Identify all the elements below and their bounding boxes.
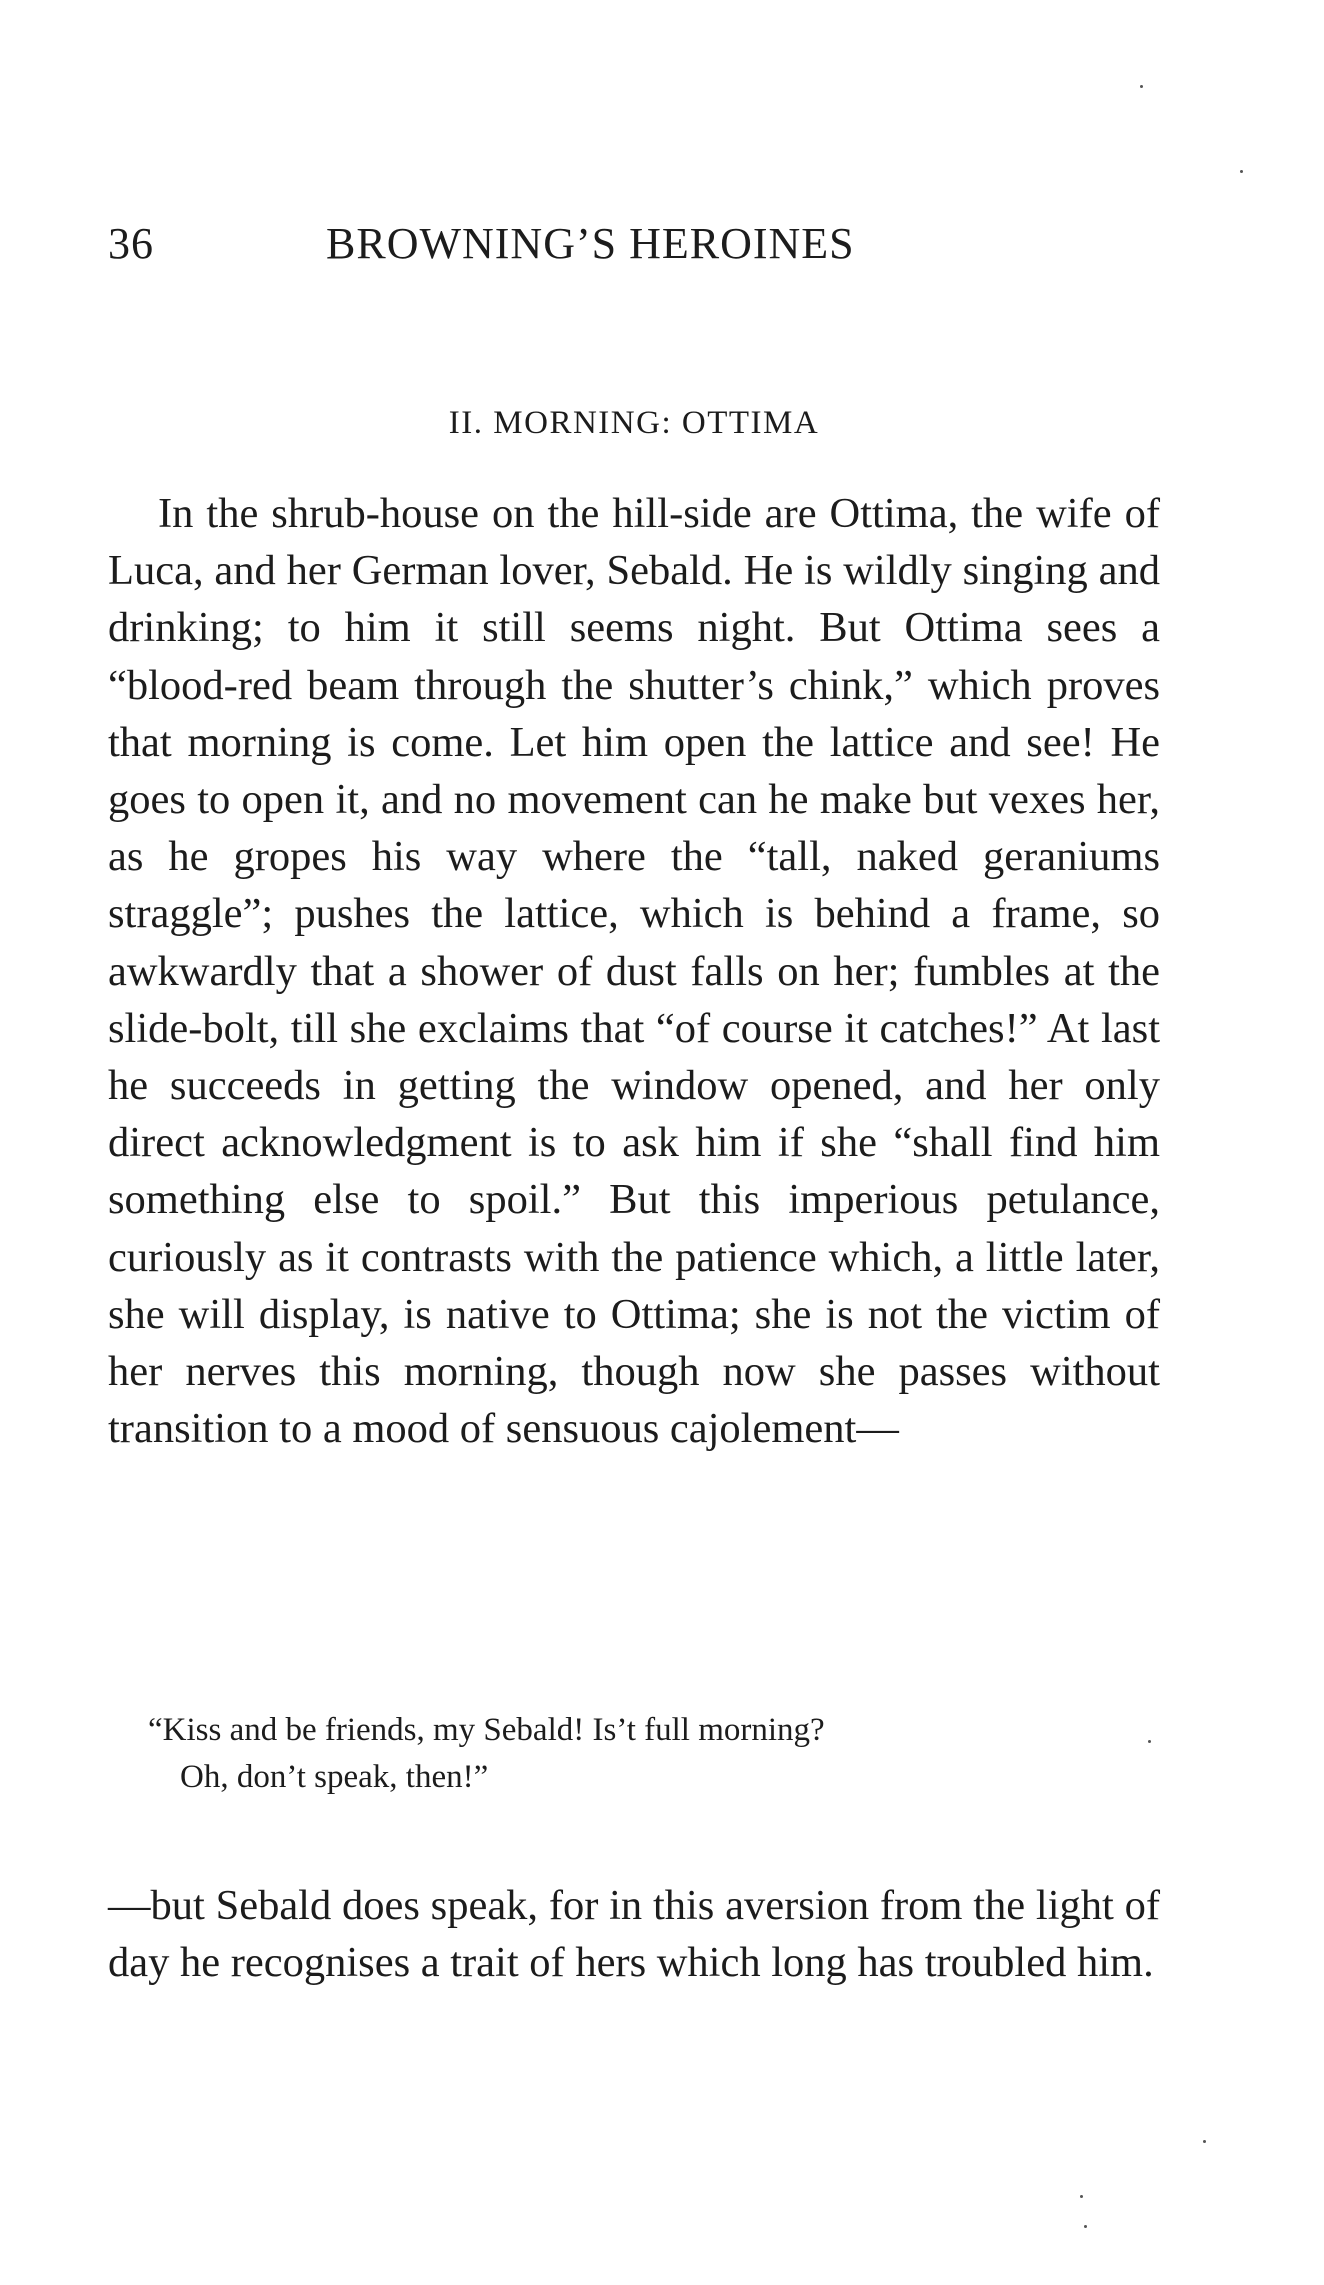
verse-line-1: “Kiss and be friends, my Sebald! Is’t full morning? (148, 1712, 825, 1748)
page-number: 36 (108, 219, 154, 268)
print-speck (1148, 1740, 1151, 1743)
verse-line-2: Oh, don’t speak, then!” (180, 1759, 489, 1795)
print-speck (1140, 85, 1143, 88)
running-title: BROWNING’S HEROINES (326, 219, 855, 268)
print-speck (1080, 2195, 1083, 2198)
print-speck (1203, 2140, 1206, 2143)
verse-quote (148, 1707, 1148, 1801)
section-heading: II. MORNING: OTTIMA (448, 405, 820, 441)
paragraph-1: In the shrub-house on the hill-side are Ottima, the wife of Luca, and her German lover, Sebald. He is wildly singing and drinking; to him it still seems night. But Ottima sees a “blood-red beam through the shutter’s chink,” which proves that morning is come. Let him open the lattice and see! He goes to open it, and no movement can he make but vexes her, as he gropes his way where the “tall, naked geraniums straggle”; pushes the lattice, which is behind a frame, so awkwardly that a shower of dust falls on her; fumbles at the slide-bolt, till she exclaims that “of course it catches!” At last he succeeds in getting the window opened, and her only direct acknowledgment is to ask him if she “shall find him something else to spoil.” But this imperious petulance, curiously as it contrasts with the patience which, a little later, she will display, is native to Ottima; she is not the victim of her nerves this morning, though now she passes without transition to a mood of sensuous cajolement— (108, 490, 1160, 1453)
running-head (108, 218, 948, 278)
print-speck (1084, 2225, 1087, 2228)
paragraph-2: —but Sebald does speak, for in this aversion from the light of day he recognises a trait of hers which long has troubled him. (108, 1882, 1160, 1987)
print-speck (1240, 170, 1243, 173)
